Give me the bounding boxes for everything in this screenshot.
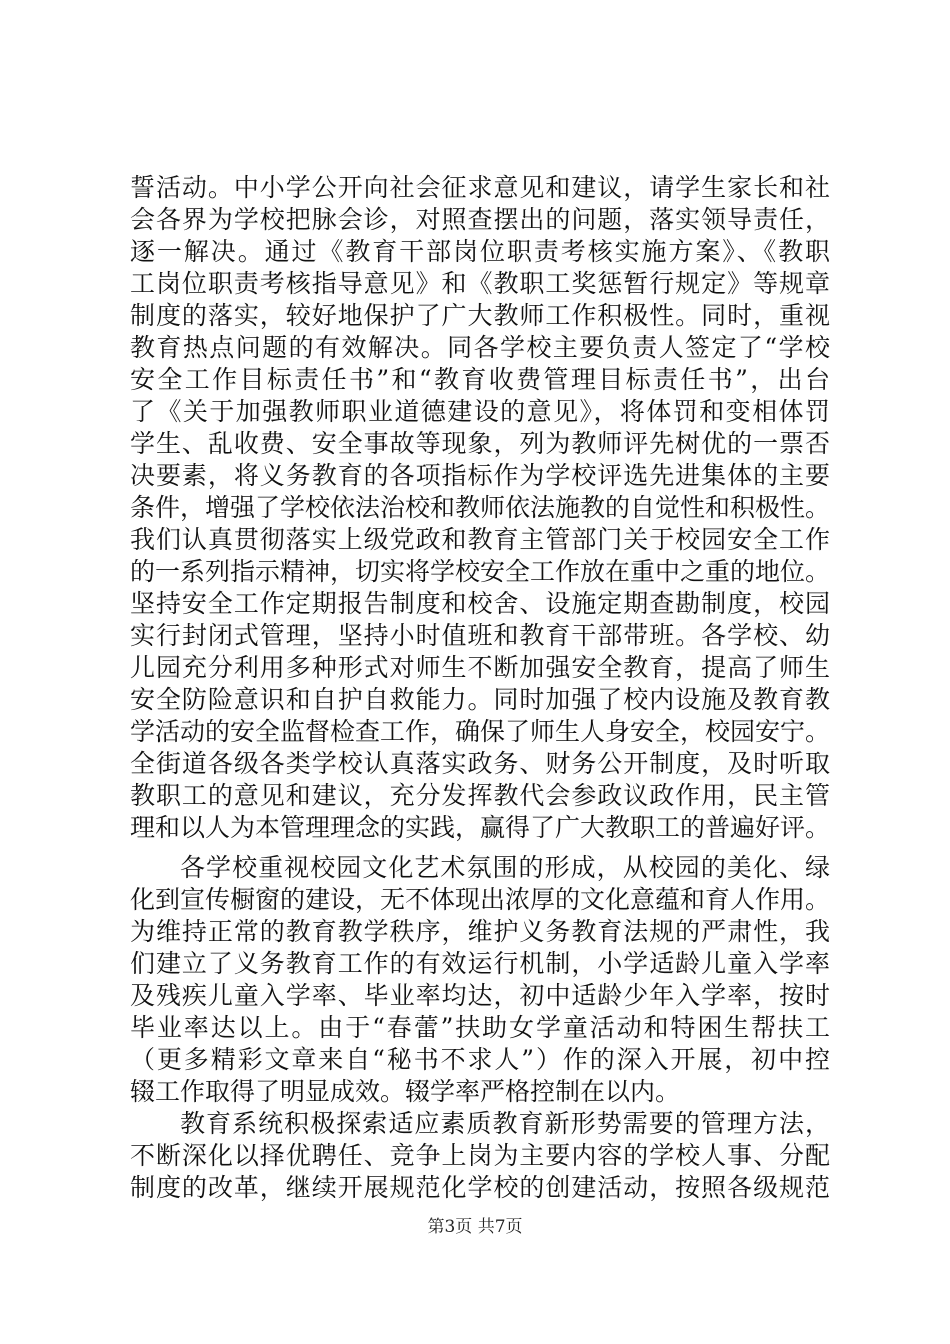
paragraph-1-line-3: 逐一解决。通过《教育干部岗位职责考核实施方案》、《教职 — [130, 237, 830, 266]
paragraph-1-line-12: 我们认真贯彻落实上级党政和教育主管部门关于校园安全工作 — [130, 525, 830, 554]
paragraph-1-line-1: 誓活动。中小学公开向社会征求意见和建议，请学生家长和社 — [130, 173, 830, 202]
paragraph-1-line-20: 教职工的意见和建议，充分发挥教代会参政议政作用，民主管 — [130, 781, 830, 810]
paragraph-3-line-1: 教育系统积极探索适应素质教育新形势需要的管理方法， — [180, 1109, 830, 1138]
paragraph-1-line-10: 决要素，将义务教育的各项指标作为学校评选先进集体的主要 — [130, 461, 830, 490]
paragraph-2-line-3: 为维持正常的教育教学秩序，维护义务教育法规的严肃性，我 — [130, 917, 830, 946]
paragraph-1-line-4: 工岗位职责考核指导意见》和《教职工奖惩暂行规定》等规章 — [130, 269, 830, 298]
paragraph-1-line-2: 会各界为学校把脉会诊，对照查摆出的问题，落实领导责任， — [130, 205, 830, 234]
paragraph-1-line-5: 制度的落实，较好地保护了广大教师工作积极性。同时，重视 — [130, 301, 830, 330]
paragraph-3-line-2: 不断深化以择优聘任、竞争上岗为主要内容的学校人事、分配 — [130, 1141, 830, 1170]
paragraph-1-line-9: 学生、乱收费、安全事故等现象，列为教师评先树优的一票否 — [130, 429, 830, 458]
paragraph-3-line-3: 制度的改革，继续开展规范化学校的创建活动，按照各级规范 — [130, 1173, 830, 1202]
paragraph-2-line-8: 辍工作取得了明显成效。辍学率严格控制在以内。 — [130, 1077, 681, 1106]
paragraph-2-line-1: 各学校重视校园文化艺术氛围的形成，从校园的美化、绿 — [180, 853, 830, 882]
paragraph-1-line-8: 了《关于加强教师职业道德建设的意见》，将体罚和变相体罚 — [130, 397, 830, 426]
paragraph-2-line-5: 及残疾儿童入学率、毕业率均达，初中适龄少年入学率，按时 — [130, 981, 830, 1010]
paragraph-2-line-7: （更多精彩文章来自“秘书不求人”）作的深入开展，初中控 — [130, 1045, 830, 1074]
paragraph-1-line-19: 全街道各级各类学校认真落实政务、财务公开制度，及时听取 — [130, 749, 830, 778]
paragraph-1-line-16: 儿园充分利用多种形式对师生不断加强安全教育，提高了师生 — [130, 653, 830, 682]
paragraph-1-line-11: 条件，增强了学校依法治校和教师依法施教的自觉性和积极性。 — [130, 493, 831, 522]
paragraph-1-line-18: 学活动的安全监督检查工作，确保了师生人身安全，校园安宁。 — [130, 717, 831, 746]
paragraph-1-line-13: 的一系列指示精神，切实将学校安全工作放在重中之重的地位。 — [130, 557, 831, 586]
paragraph-1-line-17: 安全防险意识和自护自救能力。同时加强了校内设施及教育教 — [130, 685, 830, 714]
paragraph-2-line-4: 们建立了义务教育工作的有效运行机制，小学适龄儿童入学率 — [130, 949, 830, 978]
paragraph-2-line-2: 化到宣传橱窗的建设，无不体现出浓厚的文化意蕴和育人作用。 — [130, 885, 831, 914]
paragraph-1-line-15: 实行封闭式管理，坚持小时值班和教育干部带班。各学校、幼 — [130, 621, 830, 650]
paragraph-1-line-7: 安全工作目标责任书”和“教育收费管理目标责任书”，出台 — [130, 365, 830, 394]
paragraph-1-line-14: 坚持安全工作定期报告制度和校舍、设施定期查勘制度，校园 — [130, 589, 830, 618]
paragraph-1-line-21: 理和以人为本管理理念的实践，赢得了广大教职工的普遍好评。 — [130, 813, 831, 842]
paragraph-1-line-6: 教育热点问题的有效解决。同各学校主要负责人签定了“学校 — [130, 333, 830, 362]
page-number-footer: 第3页 共7页 — [427, 1217, 523, 1237]
paragraph-2-line-6: 毕业率达以上。由于“春蕾”扶助女学童活动和特困生帮扶工 — [130, 1013, 830, 1042]
